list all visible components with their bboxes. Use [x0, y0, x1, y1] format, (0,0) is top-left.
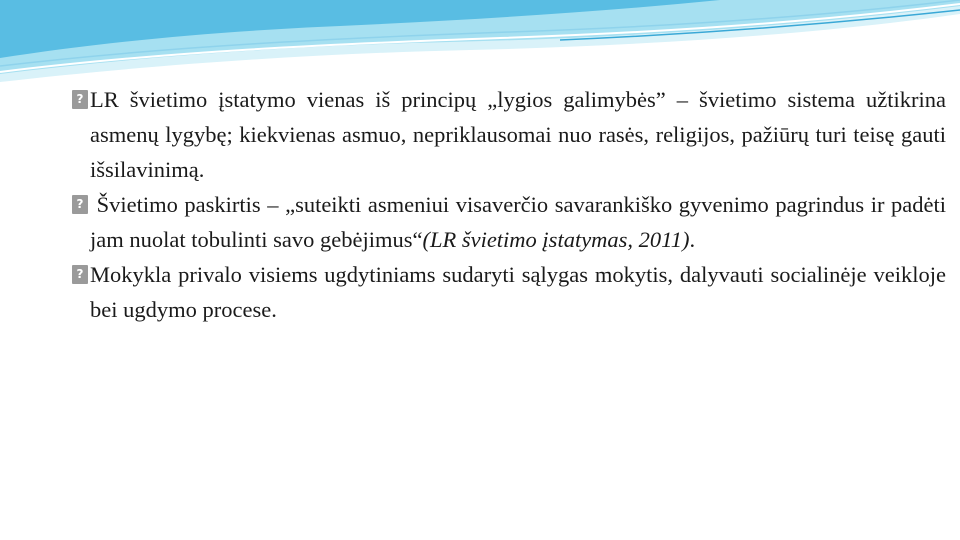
text-body	[72, 82, 946, 327]
header-wave-decoration	[0, 0, 960, 90]
replacement-char-icon	[72, 195, 88, 214]
replacement-char-icon	[72, 265, 88, 284]
paragraph-text: LR švietimo įstatymo vienas iš principų „lygios galimybės” – švietimo sistema užtikrina asmenų lygybę; kiekvienas asmuo, nepriklausomai nuo rasės, religijos, pažiūrų turi teisę gauti išsilavinimą.	[90, 87, 946, 182]
paragraph-text: Mokykla privalo visiems ugdytiniams sudaryti sąlygas mokytis, dalyvauti socialinėje veikloje bei ugdymo procese.	[90, 262, 946, 322]
replacement-char-icon	[72, 90, 88, 109]
paragraph-purpose	[72, 187, 946, 257]
paragraph-text: Švietimo paskirtis – „suteikti asmeniui visaverčio savarankiško gyvenimo pagrindus ir padėti jam nuolat tobulinti savo gebėjimus“	[90, 192, 946, 252]
citation: (LR švietimo įstatymas, 2011)	[422, 227, 690, 252]
paragraph-principle	[72, 82, 946, 187]
citation-period: .	[689, 227, 696, 252]
paragraph-school	[72, 257, 946, 327]
